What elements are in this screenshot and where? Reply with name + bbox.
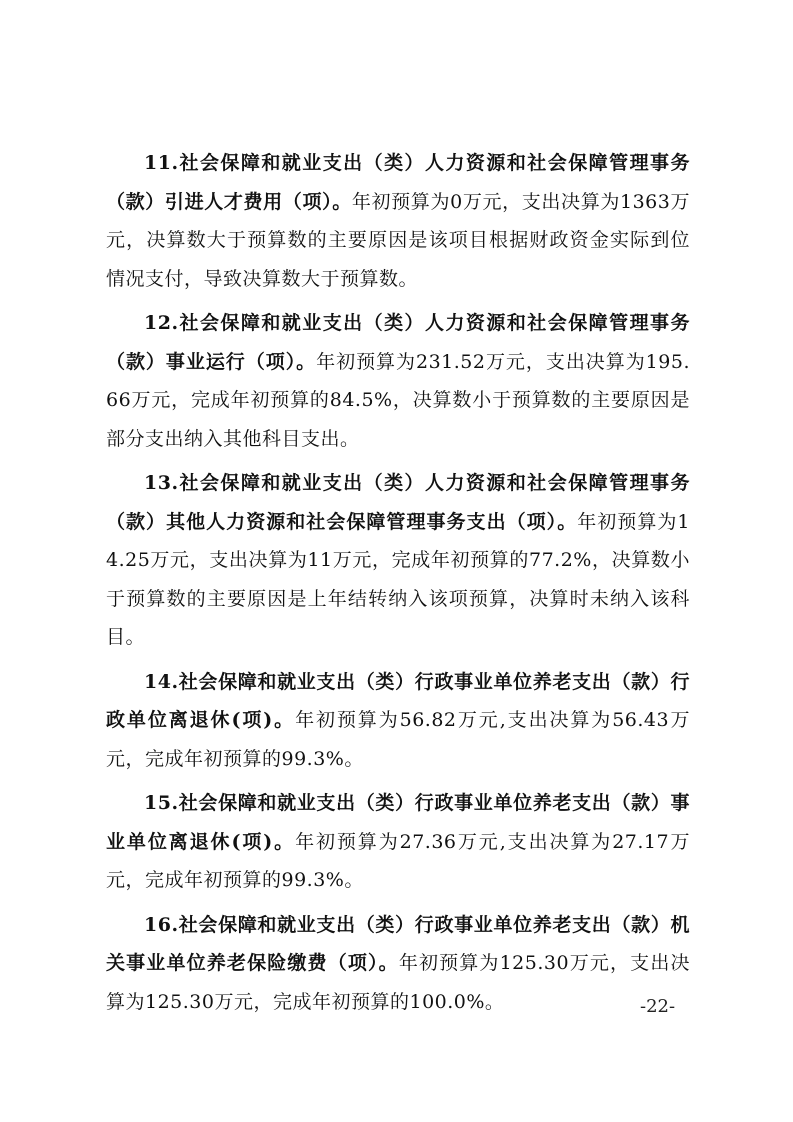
paragraph-text: 年初预算为14.25万元，支出决算为11万元，完成年初预算的77.2%，决算数小于预算数的主要原因是上年结转纳入该项预算，决算时未纳入该科目。 xyxy=(106,510,690,648)
document-body xyxy=(106,144,690,1027)
paragraph-15 xyxy=(106,784,690,900)
paragraph-text: 年初预算为231.52万元，支出决算为195.66万元，完成年初预算的84.5%，决算数小于预算数的主要原因是部分支出纳入其他科目支出。 xyxy=(106,350,690,450)
paragraph-heading: 11.社会保障和就业支出（类）人力资源和社会保障管理事务（款）引进人才费用（项）。 xyxy=(106,152,690,213)
paragraph-heading: 14.社会保障和就业支出（类）行政事业单位养老支出（款）行政单位离退休(项)。 xyxy=(106,670,690,731)
paragraph-heading: 16.社会保障和就业支出（类）行政事业单位养老支出（款）机关事业单位养老保险缴费（项）。 xyxy=(106,913,690,974)
paragraph-13 xyxy=(106,464,690,657)
paragraph-heading: 15.社会保障和就业支出（类）行政事业单位养老支出（款）事业单位离退休(项)。 xyxy=(106,792,690,853)
page-number: -22- xyxy=(640,996,676,1017)
paragraph-heading: 13.社会保障和就业支出（类）人力资源和社会保障管理事务（款）其他人力资源和社会保障管理事务支出（项）。 xyxy=(106,472,690,533)
paragraph-text: 年初预算为27.36万元,支出决算为27.17万元，完成年初预算的99.3%。 xyxy=(106,830,691,891)
paragraph-heading: 12.社会保障和就业支出（类）人力资源和社会保障管理事务（款）事业运行（项）。 xyxy=(106,312,690,373)
paragraph-16 xyxy=(106,906,690,1022)
paragraph-14 xyxy=(106,663,690,779)
paragraph-text: 年初预算为56.82万元,支出决算为56.43万元，完成年初预算的99.3%。 xyxy=(106,709,691,770)
paragraph-text: 年初预算为0万元，支出决算为1363万元，决算数大于预算数的主要原因是该项目根据财政资金实际到位情况支付，导致决算数大于预算数。 xyxy=(106,190,690,290)
paragraph-11 xyxy=(106,144,690,298)
paragraph-12 xyxy=(106,304,690,458)
paragraph-text: 年初预算为125.30万元，支出决算为125.30万元，完成年初预算的100.0%。 xyxy=(106,952,690,1013)
